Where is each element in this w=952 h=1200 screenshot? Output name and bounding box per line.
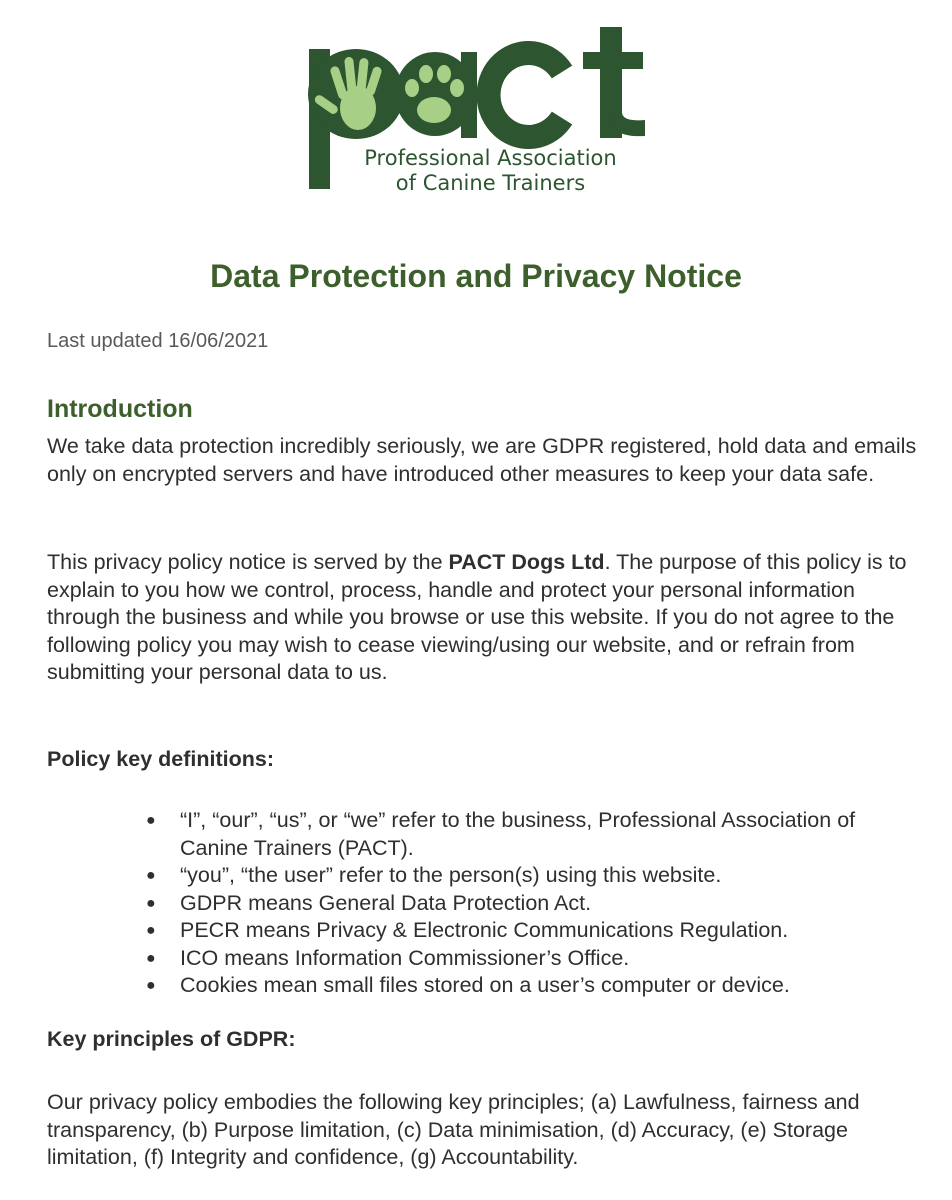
list-item-text: “you”, “the user” refer to the person(s) using this website. — [180, 863, 722, 887]
logo-tagline-line1: Professional Association — [364, 146, 617, 170]
bullet-icon: ● — [146, 949, 156, 967]
bullet-icon: ● — [146, 977, 156, 994]
list-item — [146, 972, 926, 1000]
list-item-text: Cookies mean small files stored on a user’s computer or device. — [180, 973, 790, 997]
bullet-icon: ● — [146, 894, 156, 912]
introduction-paragraph: We take data protection incredibly seriously, we are GDPR registered, hold data and emails only on encrypted servers and have introduced other measures to keep your data safe. — [47, 434, 917, 486]
last-updated-date: Last updated 16/06/2021 — [47, 330, 269, 352]
notice-text-before: This privacy policy notice is served by the — [47, 550, 449, 574]
bullet-icon: ● — [146, 867, 156, 884]
list-item — [146, 945, 926, 973]
bullet-icon: ● — [146, 812, 156, 829]
list-item — [146, 890, 926, 918]
list-item — [146, 862, 926, 890]
logo-tagline — [348, 146, 633, 196]
notice-text-after: . The purpose of this policy is to explain to you how we control, process, handle and protect your personal information through the business and while you browse or use this website. If you do not agree to the following policy you may wish to cease viewing/using our website, and or refrain from submitting your personal data to us. — [47, 550, 907, 684]
list-item-text: “I”, “our”, “us”, or “we” refer to the business, Professional Association of Canine Trainers (PACT). — [180, 808, 856, 860]
list-item-text: PECR means Privacy & Electronic Communications Regulation. — [180, 918, 789, 942]
gdpr-principles-label: Key principles of GDPR: — [47, 1027, 296, 1051]
page-title: Data Protection and Privacy Notice — [210, 258, 742, 294]
logo-tagline-line2: of Canine Trainers — [395, 171, 586, 195]
list-item-text: ICO means Information Commissioner’s Office. — [180, 945, 630, 970]
bullet-icon: ● — [146, 922, 156, 939]
list-item — [146, 917, 926, 945]
list-item — [146, 807, 926, 862]
company-name: PACT Dogs Ltd — [448, 550, 605, 574]
gdpr-principles-paragraph: Our privacy policy embodies the following key principles; (a) Lawfulness, fairness and transparency, (b) Purpose limitation, (c) Data minimisation, (d) Accuracy, (e) Storage limitation, (f) Integrity and confidence, (g) Accountability. — [47, 1090, 860, 1169]
list-item-text: GDPR means General Data Protection Act. — [180, 890, 592, 915]
definitions-label: Policy key definitions: — [47, 747, 274, 771]
privacy-notice-paragraph — [47, 549, 917, 687]
introduction-heading: Introduction — [47, 395, 193, 423]
definitions-list — [146, 807, 926, 1000]
